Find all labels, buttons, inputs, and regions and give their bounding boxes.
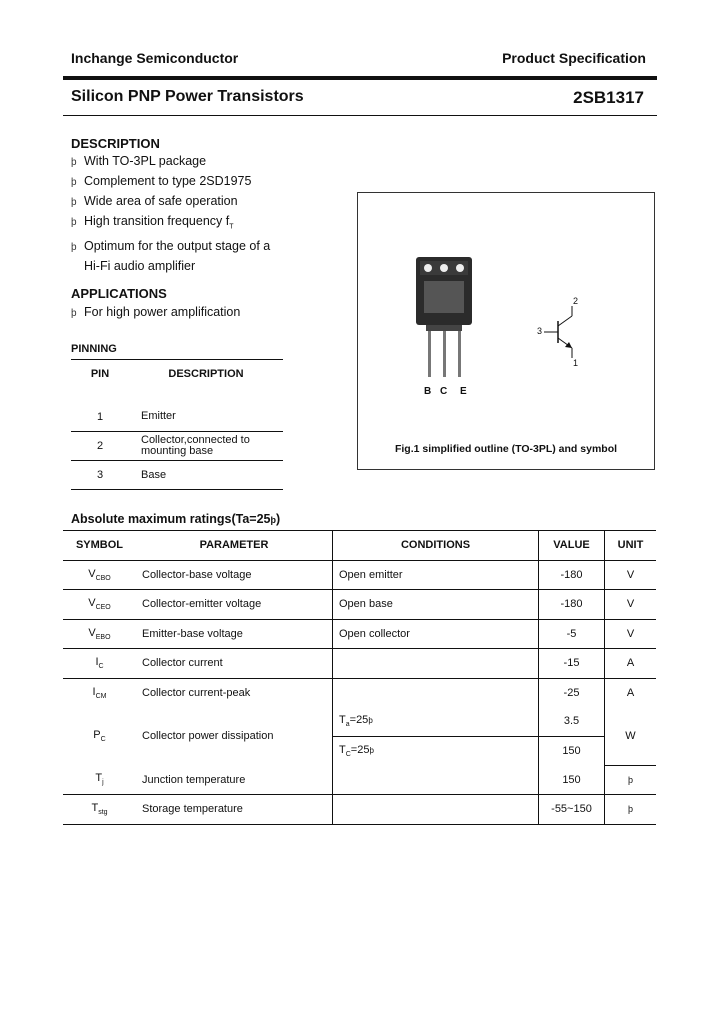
table-row — [63, 560, 656, 590]
unit-cell: V — [605, 619, 657, 649]
table-row — [63, 590, 656, 620]
list-item: þ Complement to type 2SD1975 — [71, 172, 270, 192]
pin-number: 1 — [96, 410, 104, 423]
parameter-cell: Collector-base voltage — [136, 560, 333, 590]
lead — [458, 331, 461, 377]
unit-cell: W — [605, 707, 657, 765]
unit-cell: A — [626, 686, 635, 699]
list-item: þ With TO-3PL package — [71, 152, 270, 172]
figure-caption: Fig.1 simplified outline (TO-3PL) and symbol — [394, 443, 618, 455]
lead-label: B — [424, 386, 432, 397]
condition-cell — [333, 765, 539, 795]
package-drawing — [358, 193, 654, 433]
product-line: Silicon PNP Power Transistors — [71, 88, 304, 105]
pinning-table — [71, 359, 283, 490]
mounting-hole — [440, 264, 448, 272]
table-row — [63, 795, 656, 825]
emitter-arrow — [565, 342, 572, 348]
parameter-cell: Emitter-base voltage — [136, 619, 333, 649]
symbol-cell: $I_{CM}$ — [92, 685, 107, 700]
header-rule — [63, 76, 657, 80]
lead — [443, 331, 446, 377]
parameter-cell: Storage temperature — [136, 795, 333, 825]
value-cell: 150 — [539, 765, 605, 795]
symbol-cell: $T_{stg}$ — [63, 795, 136, 825]
value-cell: 3.5 — [539, 707, 605, 736]
pin-desc: Collector,connected to mounting base — [129, 432, 283, 461]
parameter-cell: Junction temperature — [136, 765, 333, 795]
ratings-heading: Absolute maximum ratings(Ta=25þ) — [71, 512, 281, 526]
bullet-mark: þ — [71, 157, 77, 168]
lead — [428, 331, 431, 377]
col-header: UNIT — [605, 531, 657, 561]
symbol-pin-label: 2 — [573, 296, 579, 306]
value-cell: 150 — [539, 736, 605, 765]
list-item: þ Optimum for the output stage of a — [71, 237, 270, 257]
condition-cell: Open emitter — [333, 560, 539, 590]
unit-cell: V — [605, 590, 657, 620]
parameter-cell: Collector-emitter voltage — [136, 590, 333, 620]
title-rule — [63, 115, 657, 116]
table-row — [63, 707, 656, 736]
parameter-cell: Collector current-peak — [142, 686, 251, 699]
value-cell: -180 — [539, 590, 605, 620]
col-header: VALUE — [539, 531, 605, 561]
col-header: PARAMETER — [136, 531, 333, 561]
symbol-cell: $V_{EBO}$ — [63, 619, 136, 649]
value-cell: -55~150 — [539, 795, 605, 825]
table-row — [63, 678, 656, 707]
company-name: Inchange Semiconductor — [71, 50, 239, 66]
bullet-mark: þ — [71, 308, 77, 319]
unit-cell: þ — [605, 795, 657, 825]
condition-cell — [333, 649, 539, 679]
table-row — [63, 649, 656, 679]
unit-cell: þ — [605, 765, 657, 795]
condition-cell: $T_a=25þ$ — [333, 707, 539, 736]
symbol-cell: $V_{CBO}$ — [63, 560, 136, 590]
value-cell: -5 — [539, 619, 605, 649]
description-list — [71, 152, 270, 276]
pin-number: 3 — [71, 461, 129, 490]
pin-number: 2 — [71, 432, 129, 461]
figure-box — [357, 192, 655, 470]
condition-cell — [333, 795, 539, 825]
pin-col-header: PIN — [90, 368, 110, 380]
part-number: 2SB1317 — [573, 88, 644, 107]
bullet-mark: þ — [71, 197, 77, 208]
parameter-cell: Collector power dissipation — [142, 730, 274, 742]
symbol-pin-label: 1 — [573, 358, 579, 368]
condition-cell — [333, 678, 539, 707]
doc-type: Product Specification — [502, 50, 646, 66]
table-row — [63, 765, 656, 795]
ratings-table — [63, 530, 656, 825]
symbol-cell: $V_{CEO}$ — [63, 590, 136, 620]
bullet-mark: þ — [71, 217, 77, 228]
list-item: þ Wide area of safe operation — [71, 192, 270, 212]
value-cell: -25 — [539, 678, 605, 707]
lead-label: E — [460, 386, 467, 397]
bullet-mark: þ — [71, 177, 77, 188]
value-cell: -180 — [539, 560, 605, 590]
condition-cell: Open base — [333, 590, 539, 620]
col-header: SYMBOL — [63, 531, 136, 561]
symbol-pin-label: 3 — [537, 326, 543, 336]
symbol-cell: $P_C$ — [93, 728, 106, 744]
value-cell: -15 — [539, 649, 605, 679]
mounting-hole — [456, 264, 464, 272]
applications-list — [71, 303, 240, 323]
lead-label: C — [440, 386, 448, 397]
mounting-hole — [424, 264, 432, 272]
condition-cell: $T_C=25þ$ — [333, 736, 539, 765]
unit-cell: V — [605, 560, 657, 590]
parameter-cell: Collector current — [136, 649, 333, 679]
applications-heading: APPLICATIONS — [71, 286, 167, 301]
condition-cell: Open collector — [333, 619, 539, 649]
pinning-heading: PINNING — [71, 343, 117, 355]
list-item: þ For high power amplification — [71, 303, 240, 323]
unit-cell: A — [605, 649, 657, 679]
pin-desc: Base — [129, 461, 283, 490]
package-face — [424, 281, 464, 313]
col-header: CONDITIONS — [333, 531, 539, 561]
description-heading: DESCRIPTION — [71, 136, 160, 151]
symbol-cell: $I_C$ — [63, 649, 136, 679]
desc-col-header: DESCRIPTION — [168, 368, 244, 380]
table-row — [63, 619, 656, 649]
symbol-cell: $T_j$ — [63, 765, 136, 795]
list-item: þ High transition frequency $f_T$ — [71, 214, 234, 231]
list-item-continuation: Hi-Fi audio amplifier — [84, 258, 196, 273]
pin-desc: Emitter — [141, 410, 176, 422]
bullet-mark: þ — [71, 241, 77, 253]
